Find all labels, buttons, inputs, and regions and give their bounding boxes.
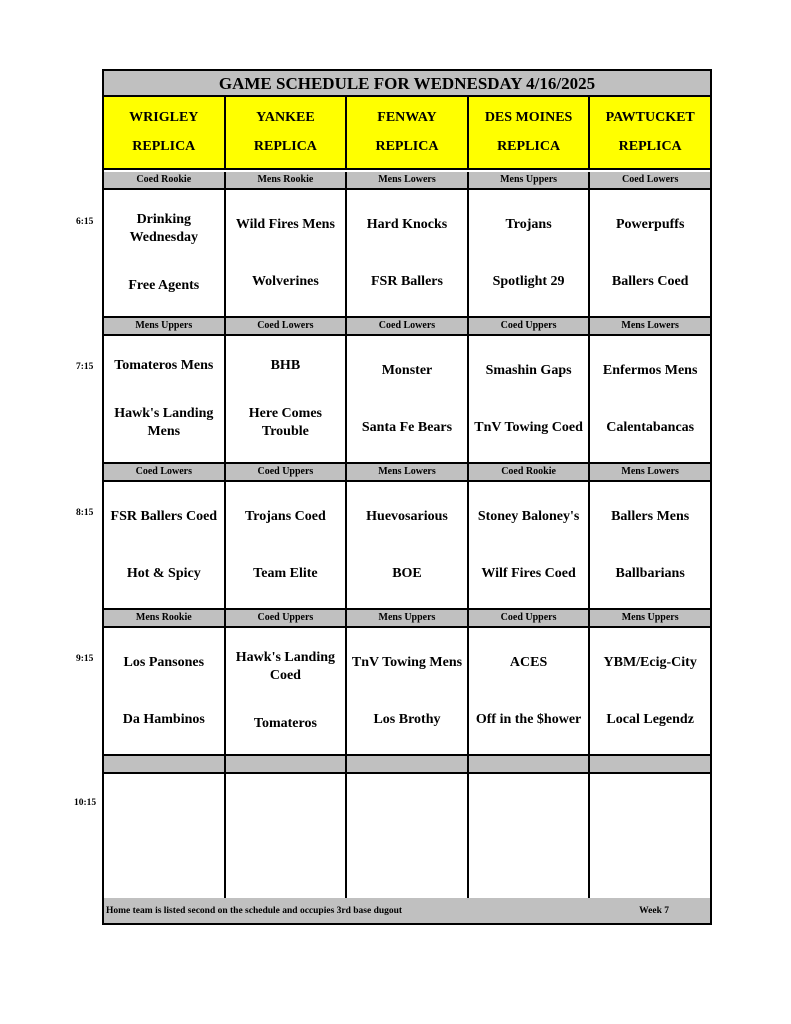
division-label <box>469 756 591 772</box>
division-label: Coed Uppers <box>226 464 348 480</box>
game-cell <box>347 482 469 608</box>
time-label: 10:15 <box>74 798 97 808</box>
away-team: Trojans <box>505 216 552 232</box>
game-cell <box>469 628 591 754</box>
away-team: Stoney Baloney's <box>477 508 580 524</box>
field-header <box>590 97 710 168</box>
away-team: Wild Fires Mens <box>235 216 335 232</box>
field-name: DES MOINES <box>484 109 573 125</box>
division-label: Coed Lowers <box>104 464 226 480</box>
footer-bar <box>104 898 710 923</box>
division-label: Mens Lowers <box>590 464 710 480</box>
time-label: 7:15 <box>76 362 94 372</box>
division-band <box>104 172 710 190</box>
division-label: Mens Uppers <box>469 172 591 188</box>
time-label: 6:15 <box>76 217 94 227</box>
field-header-row <box>104 97 710 170</box>
home-team: TnV Towing Coed <box>474 419 583 435</box>
game-cell <box>226 482 348 608</box>
field-sub: REPLICA <box>253 139 317 155</box>
field-name: WRIGLEY <box>129 109 199 125</box>
time-label: 8:15 <box>76 508 94 518</box>
game-cell <box>469 774 591 900</box>
away-team: Huevosarious <box>366 508 448 524</box>
game-cell <box>590 336 710 462</box>
game-cell <box>347 628 469 754</box>
away-team: Tomateros Mens <box>114 358 214 373</box>
division-label: Mens Uppers <box>347 610 469 626</box>
division-label: Mens Rookie <box>226 172 348 188</box>
footer-note: Home team is listed second on the schedule and occupies 3rd base dugout <box>106 905 403 916</box>
home-team: Los Brothy <box>373 711 441 727</box>
division-label: Coed Uppers <box>469 610 591 626</box>
game-cell <box>347 190 469 316</box>
field-sub: REPLICA <box>618 139 682 155</box>
division-label: Coed Lowers <box>590 172 710 188</box>
home-team: Ballbarians <box>615 565 685 581</box>
game-cell <box>104 336 226 462</box>
away-team: BHB <box>270 358 301 373</box>
game-cell <box>226 190 348 316</box>
game-cell <box>104 628 226 754</box>
home-team: FSR Ballers <box>371 273 443 289</box>
division-label: Mens Uppers <box>104 318 226 334</box>
game-cell <box>469 336 591 462</box>
field-name: PAWTUCKET <box>605 109 695 125</box>
game-slot-row <box>104 336 710 464</box>
away-team: Los Pansones <box>123 654 205 670</box>
division-label: Coed Rookie <box>104 172 226 188</box>
field-sub: REPLICA <box>497 139 561 155</box>
away-team: TnV Towing Mens <box>351 654 463 670</box>
field-sub: REPLICA <box>132 139 196 155</box>
field-sub: REPLICA <box>375 139 439 155</box>
slots-container <box>104 172 710 902</box>
away-team: Hawk's Landing Coed <box>235 650 335 683</box>
field-header <box>469 97 591 168</box>
away-team: Monster <box>381 362 433 378</box>
field-name: FENWAY <box>377 109 437 125</box>
home-team: BOE <box>392 565 422 581</box>
game-cell <box>590 482 710 608</box>
home-team: Santa Fe Bears <box>361 419 453 435</box>
division-label: Mens Lowers <box>347 172 469 188</box>
division-label: Coed Rookie <box>469 464 591 480</box>
game-slot-row <box>104 628 710 756</box>
home-team: Wilf Fires Coed <box>481 565 576 581</box>
game-cell <box>226 628 348 754</box>
home-team: Here Comes Trouble <box>248 406 322 439</box>
away-team: Drinking Wednesday <box>129 212 199 245</box>
division-label: Coed Uppers <box>469 318 591 334</box>
home-team: Team Elite <box>253 565 318 581</box>
game-cell <box>226 774 348 900</box>
division-label: Mens Lowers <box>347 464 469 480</box>
home-team: Hawk's Landing Mens <box>114 406 214 439</box>
game-cell <box>347 336 469 462</box>
division-label: Coed Uppers <box>226 610 348 626</box>
home-team: Local Legendz <box>606 711 694 727</box>
game-cell <box>226 336 348 462</box>
field-header <box>347 97 469 168</box>
away-team: Enfermos Mens <box>602 362 698 378</box>
division-band <box>104 318 710 336</box>
game-cell <box>104 190 226 316</box>
game-cell <box>104 774 226 900</box>
away-team: FSR Ballers Coed <box>110 508 218 524</box>
field-name: YANKEE <box>256 109 315 125</box>
away-team: YBM/Ecig-City <box>603 654 697 670</box>
division-label: Mens Lowers <box>590 318 710 334</box>
game-slot-row <box>104 190 710 318</box>
away-team: Trojans Coed <box>245 508 326 524</box>
home-team: Da Hambinos <box>122 711 205 727</box>
division-label <box>104 756 226 772</box>
field-header <box>226 97 348 168</box>
home-team: Tomateros <box>253 716 317 731</box>
home-team: Off in the $hower <box>475 711 582 727</box>
field-header <box>104 97 226 168</box>
schedule-table <box>102 69 712 925</box>
time-label: 9:15 <box>76 654 94 664</box>
away-team: ACES <box>509 654 548 670</box>
division-label: Mens Uppers <box>590 610 710 626</box>
page-title: GAME SCHEDULE FOR WEDNESDAY 4/16/2025 <box>104 71 710 97</box>
home-team: Spotlight 29 <box>492 273 565 289</box>
division-band <box>104 464 710 482</box>
game-cell <box>590 628 710 754</box>
home-team: Hot & Spicy <box>126 565 201 581</box>
away-team: Powerpuffs <box>615 216 685 232</box>
division-label <box>590 756 710 772</box>
home-team: Wolverines <box>251 273 319 289</box>
game-cell <box>469 190 591 316</box>
game-cell <box>347 774 469 900</box>
away-team: Smashin Gaps <box>485 362 572 378</box>
division-label <box>226 756 348 772</box>
away-team: Hard Knocks <box>366 216 448 232</box>
division-label: Mens Rookie <box>104 610 226 626</box>
home-team: Free Agents <box>128 278 200 293</box>
game-cell <box>590 190 710 316</box>
home-team: Calentabancas <box>606 419 695 435</box>
week-label: Week 7 <box>639 905 669 916</box>
game-slot-row <box>104 482 710 610</box>
division-band <box>104 610 710 628</box>
division-label <box>347 756 469 772</box>
game-slot-row <box>104 774 710 902</box>
game-cell <box>104 482 226 608</box>
division-label: Coed Lowers <box>226 318 348 334</box>
home-team: Ballers Coed <box>611 273 689 289</box>
game-cell <box>590 774 710 900</box>
game-cell <box>469 482 591 608</box>
away-team: Ballers Mens <box>611 508 690 524</box>
division-label: Coed Lowers <box>347 318 469 334</box>
division-band <box>104 756 710 774</box>
